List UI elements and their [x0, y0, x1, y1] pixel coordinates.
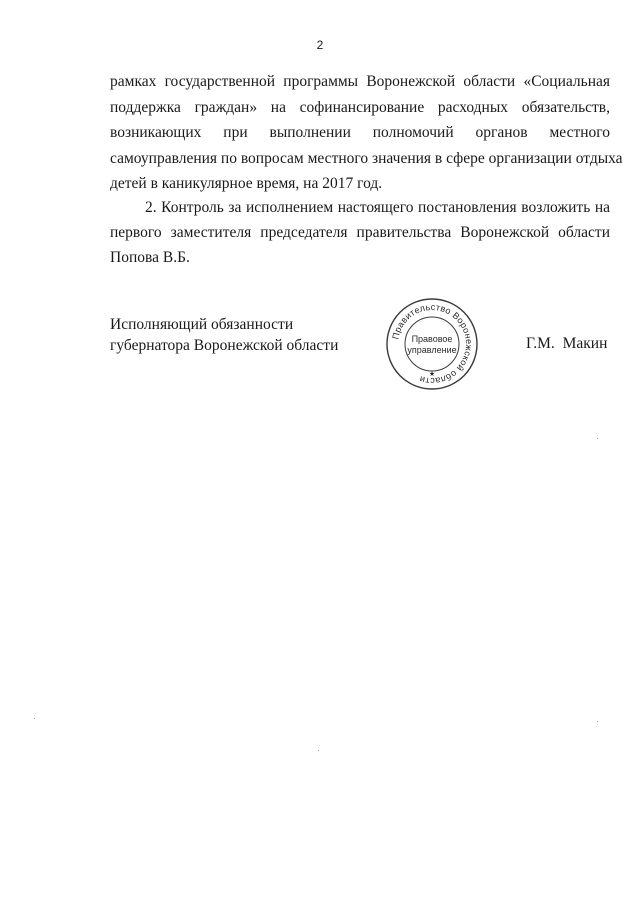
stamp-center-line1: Правовое	[411, 334, 453, 344]
scan-artifact	[34, 718, 35, 719]
signatory-name: Г.М. Макин	[526, 335, 608, 352]
paragraph-line: детей в каникулярное время, на 2017 год.	[110, 175, 383, 192]
stamp-seal	[384, 296, 480, 392]
signatory-title-line2: губернатора Воронежской области	[110, 337, 339, 354]
paragraph-line: первого заместителя председателя правительства Воронежской области	[110, 224, 610, 241]
official-stamp	[384, 296, 480, 392]
paragraph-line: самоуправления по вопросам местного значения в сфере организации отдыха	[110, 150, 623, 167]
paragraph-line: рамках государственной программы Воронежской области «Социальная	[110, 73, 610, 90]
paragraph-line: поддержка граждан» на софинансирование расходных обязательств,	[110, 99, 610, 116]
stamp-center-line2: управление	[407, 345, 457, 355]
signatory-title-line1: Исполняющий обязанности	[110, 316, 294, 333]
scan-artifact	[597, 721, 598, 722]
star-icon: ★	[428, 370, 436, 378]
scan-artifact	[597, 438, 598, 439]
paragraph-line: Попова В.Б.	[110, 249, 190, 266]
stamp-ring-text: Правительство Воронежской области	[390, 301, 475, 387]
page-number: 2	[316, 38, 324, 52]
scan-artifact	[318, 750, 319, 751]
paragraph-line: возникающих при выполнении полномочий органов местного	[110, 124, 610, 141]
paragraph-line: 2. Контроль за исполнением настоящего постановления возложить на	[145, 199, 610, 216]
